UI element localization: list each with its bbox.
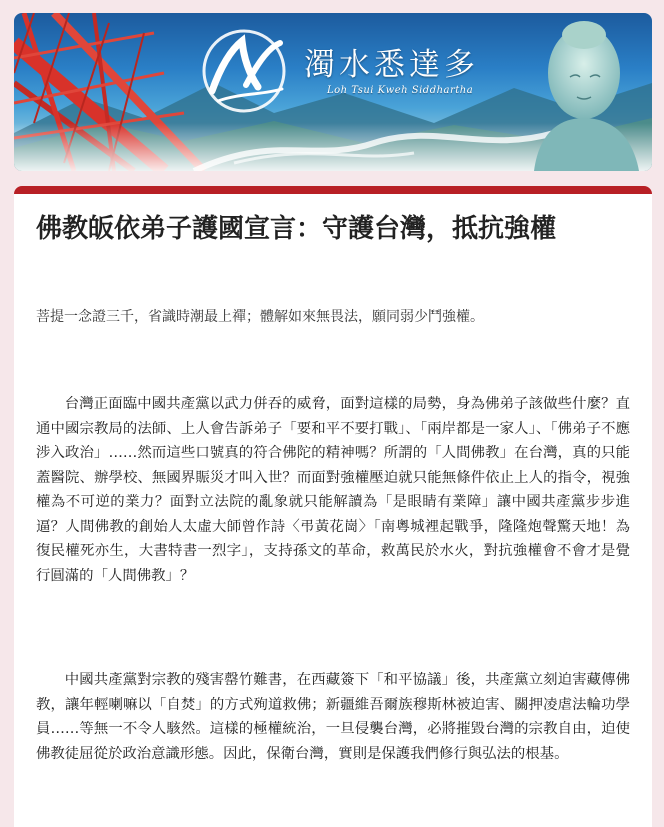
article-subtitle: 菩提一念證三千，省識時潮最上禪；體解如來無畏法，願同弱少鬥強權。 <box>36 309 484 325</box>
brand-subtitle: Loh Tsui Kweh Siddhartha <box>327 85 474 96</box>
brand-title: 濁水悉達多 <box>304 47 479 83</box>
article-title: 佛教皈依弟子護國宣言：守護台灣，抵抗強權 <box>36 214 557 244</box>
article-paragraph: 台灣正面臨中國共產黨以武力併吞的威脅，面對這樣的局勢，身為佛弟子該做些什麼？直通中國宗教局的法師、上人會告訴弟子「要和平不要打戰」、「兩岸都是一家人」、「佛弟子不應涉入政治」……然而這些口號真的符合佛陀的精神嗎？所謂的「人間佛教」在台灣，真的只能蓋醫院、辦學校、無國界賑災才叫入世？而面對強權壓迫就只能無條件依止上人的指令，視強權為不可逆的業力？面對立法院的亂象就只能解讀為「是眼睛有業障」讓中國共產黨步步進逼？人間佛教的創始人太虛大師曾作詩〈弔黃花崗〉「南粵城裡起戰爭，隆隆炮聲驚天地！為復民權死亦生，大書特書一烈字」，支持孫文的革命，救萬民於水火，對抗強權會不會才是覺行圓滿的「人間佛教」？ <box>36 396 630 584</box>
article-paragraph: 中國共產黨對宗教的殘害罄竹難書，在西藏簽下「和平協議」後，共產黨立刻迫害藏傳佛教，讓年輕喇嘛以「自焚」的方式殉道救佛；新疆維吾爾族穆斯林被迫害、關押凌虐法輪功學員……等無一不令人駭然。這樣的極權統治，一旦侵襲台灣，必將摧毀台灣的宗教自由，迫使佛教徒屈從於政治意識形態。因此，保衛台灣，實則是保護我們修行與弘法的根基。 <box>36 672 630 762</box>
site-banner[interactable] <box>14 13 652 171</box>
article-card <box>14 186 652 827</box>
